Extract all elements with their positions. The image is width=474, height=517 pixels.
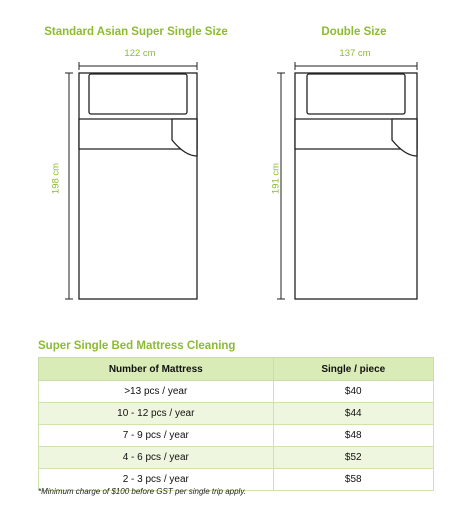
single-width-dimension-line (79, 62, 197, 70)
pricing-table (38, 357, 434, 491)
column-header-quantity: Number of Mattress (39, 358, 274, 381)
table-row (39, 381, 434, 403)
quantity-cell: 2 - 3 pcs / year (39, 469, 274, 491)
single-length-dimension-line (65, 73, 73, 299)
double-bed-pillow (307, 74, 405, 114)
single-bed-pillow (89, 74, 187, 114)
single-bed-drawing (79, 73, 197, 299)
quantity-cell: >13 pcs / year (39, 381, 274, 403)
quantity-cell: 10 - 12 pcs / year (39, 403, 274, 425)
double-width-label: 137 cm (339, 48, 371, 59)
footnote: *Minimum charge of $100 before GST per single trip apply. (38, 487, 246, 496)
price-cell: $58 (273, 469, 433, 491)
column-header-price: Single / piece (273, 358, 433, 381)
price-cell: $48 (273, 425, 433, 447)
table-row (39, 403, 434, 425)
table-row (39, 425, 434, 447)
double-length-dimension-line (277, 73, 285, 299)
table-header-row (39, 358, 434, 381)
pricing-title: Super Single Bed Mattress Cleaning (38, 340, 236, 352)
double-width-dimension-line (295, 62, 417, 70)
single-bed-title: Standard Asian Super Single Size (44, 26, 228, 38)
quantity-cell: 7 - 9 pcs / year (39, 425, 274, 447)
table-row (39, 447, 434, 469)
price-cell: $40 (273, 381, 433, 403)
double-bed-drawing (295, 73, 417, 299)
price-cell: $52 (273, 447, 433, 469)
price-cell: $44 (273, 403, 433, 425)
single-length-label: 198 cm (50, 162, 62, 195)
single-width-label: 122 cm (124, 48, 156, 59)
quantity-cell: 4 - 6 pcs / year (39, 447, 274, 469)
double-bed-title: Double Size (321, 26, 387, 38)
double-length-label: 191 cm (270, 162, 282, 195)
